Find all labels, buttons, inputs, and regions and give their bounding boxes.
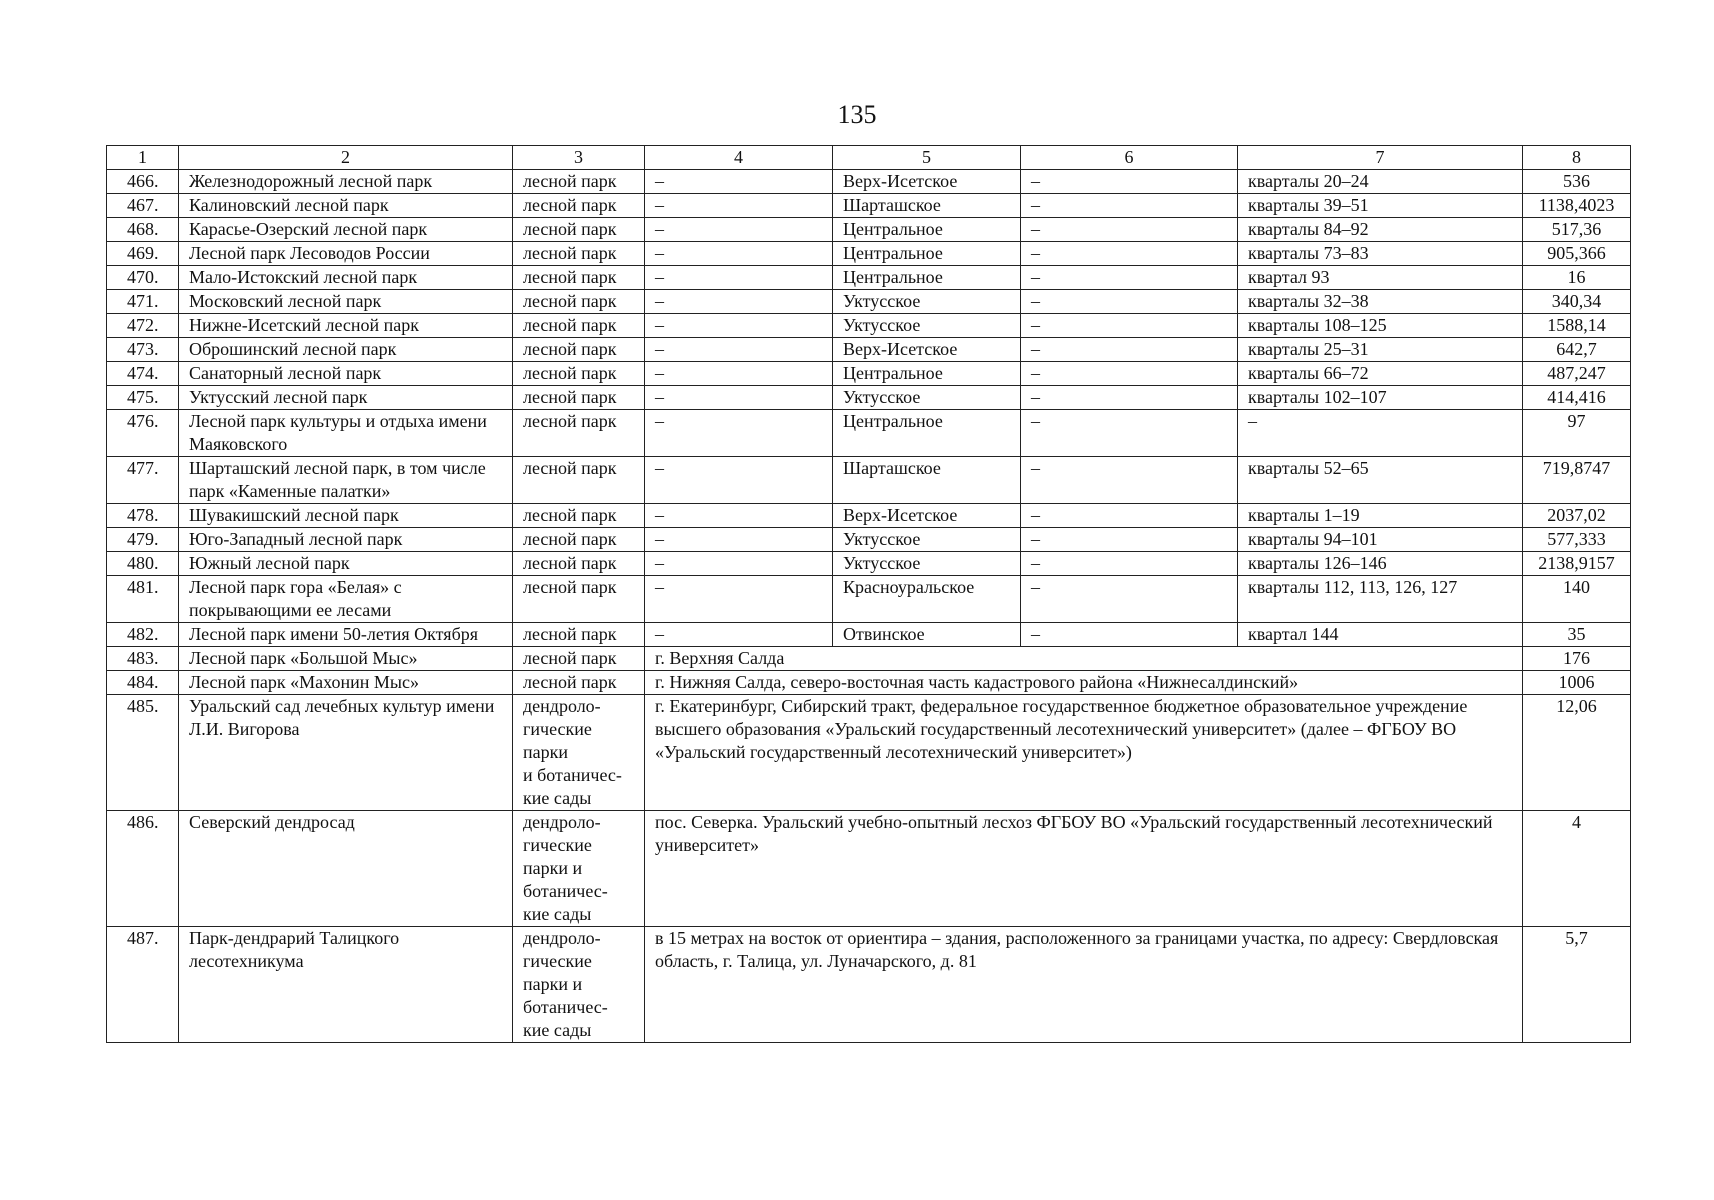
- park-type: лесной парк: [513, 576, 645, 623]
- table-row: [107, 242, 1631, 266]
- row-number: 468.: [107, 218, 179, 242]
- park-name: Лесной парк имени 50-летия Октября: [179, 623, 513, 647]
- location-description: в 15 метрах на восток от ориентира – здания, расположенного за границами участка, по адресу: Свердловская область, г. Талица, ул. Луначарского, д. 81: [645, 927, 1523, 1043]
- column-6-value: –: [1021, 386, 1238, 410]
- park-name: Московский лесной парк: [179, 290, 513, 314]
- park-type: лесной парк: [513, 623, 645, 647]
- park-name: Северский дендросад: [179, 811, 513, 927]
- column-4-value: –: [645, 290, 833, 314]
- row-number: 474.: [107, 362, 179, 386]
- row-number: 480.: [107, 552, 179, 576]
- table-row: [107, 338, 1631, 362]
- park-name: Юго-Западный лесной парк: [179, 528, 513, 552]
- column-4-value: –: [645, 362, 833, 386]
- row-number: 472.: [107, 314, 179, 338]
- row-number: 483.: [107, 647, 179, 671]
- quarters: кварталы 73–83: [1238, 242, 1523, 266]
- column-4-value: –: [645, 528, 833, 552]
- column-6-value: –: [1021, 504, 1238, 528]
- park-name: Шувакишский лесной парк: [179, 504, 513, 528]
- header-cell: 8: [1523, 146, 1631, 170]
- quarters: кварталы 32–38: [1238, 290, 1523, 314]
- header-cell: 4: [645, 146, 833, 170]
- area-value: 4: [1523, 811, 1631, 927]
- column-6-value: –: [1021, 194, 1238, 218]
- column-6-value: –: [1021, 218, 1238, 242]
- forestry-district: Центральное: [833, 242, 1021, 266]
- park-name: Оброшинский лесной парк: [179, 338, 513, 362]
- quarters: кварталы 84–92: [1238, 218, 1523, 242]
- column-6-value: –: [1021, 552, 1238, 576]
- table-row: [107, 695, 1631, 811]
- area-value: 340,34: [1523, 290, 1631, 314]
- forestry-district: Уктусское: [833, 528, 1021, 552]
- area-value: 719,8747: [1523, 457, 1631, 504]
- quarters: кварталы 102–107: [1238, 386, 1523, 410]
- table-row: [107, 927, 1631, 1043]
- park-type: лесной парк: [513, 671, 645, 695]
- quarters: кварталы 1–19: [1238, 504, 1523, 528]
- column-6-value: –: [1021, 576, 1238, 623]
- park-name: Лесной парк «Махонин Мыс»: [179, 671, 513, 695]
- park-type: дендроло- гические парки и ботаничес- кие сады: [513, 695, 645, 811]
- area-value: 487,247: [1523, 362, 1631, 386]
- column-4-value: –: [645, 576, 833, 623]
- table-row: [107, 170, 1631, 194]
- location-description: г. Екатеринбург, Сибирский тракт, федеральное государственное бюджетное образовательное учреждение высшего образования «Уральский государственный лесотехнический университет» (далее – ФГБОУ ВО «Уральский государственный лесотехнический университет»): [645, 695, 1523, 811]
- column-6-value: –: [1021, 457, 1238, 504]
- row-number: 467.: [107, 194, 179, 218]
- row-number: 471.: [107, 290, 179, 314]
- quarters: квартал 144: [1238, 623, 1523, 647]
- table-row: [107, 194, 1631, 218]
- park-type: лесной парк: [513, 528, 645, 552]
- table-row: [107, 218, 1631, 242]
- column-6-value: –: [1021, 338, 1238, 362]
- quarters: –: [1238, 410, 1523, 457]
- table-row: [107, 266, 1631, 290]
- park-name: Уктусский лесной парк: [179, 386, 513, 410]
- quarters: квартал 93: [1238, 266, 1523, 290]
- park-type: лесной парк: [513, 218, 645, 242]
- quarters: кварталы 66–72: [1238, 362, 1523, 386]
- column-4-value: –: [645, 170, 833, 194]
- row-number: 476.: [107, 410, 179, 457]
- quarters: кварталы 94–101: [1238, 528, 1523, 552]
- column-4-value: –: [645, 266, 833, 290]
- park-type: дендроло- гические парки и ботаничес- кие сады: [513, 811, 645, 927]
- park-name: Железнодорожный лесной парк: [179, 170, 513, 194]
- park-name: Южный лесной парк: [179, 552, 513, 576]
- location-description: пос. Северка. Уральский учебно-опытный лесхоз ФГБОУ ВО «Уральский государственный лесотехнический университет»: [645, 811, 1523, 927]
- table-row: [107, 576, 1631, 623]
- row-number: 479.: [107, 528, 179, 552]
- forestry-district: Уктусское: [833, 290, 1021, 314]
- forestry-district: Верх-Исетское: [833, 338, 1021, 362]
- column-6-value: –: [1021, 266, 1238, 290]
- park-name: Лесной парк Лесоводов России: [179, 242, 513, 266]
- park-type: лесной парк: [513, 338, 645, 362]
- forestry-district: Верх-Исетское: [833, 170, 1021, 194]
- forestry-district: Красноуральское: [833, 576, 1021, 623]
- area-value: 5,7: [1523, 927, 1631, 1043]
- table-row: [107, 671, 1631, 695]
- row-number: 470.: [107, 266, 179, 290]
- protected-areas-table: [106, 145, 1631, 1043]
- row-number: 486.: [107, 811, 179, 927]
- table-row: [107, 504, 1631, 528]
- location-description: г. Верхняя Салда: [645, 647, 1523, 671]
- area-value: 140: [1523, 576, 1631, 623]
- area-value: 517,36: [1523, 218, 1631, 242]
- column-4-value: –: [645, 504, 833, 528]
- park-name: Лесной парк гора «Белая» с покрывающими ее лесами: [179, 576, 513, 623]
- row-number: 473.: [107, 338, 179, 362]
- header-cell: 2: [179, 146, 513, 170]
- location-description: г. Нижняя Салда, северо-восточная часть кадастрового района «Нижнесалдинский»: [645, 671, 1523, 695]
- park-name: Шарташский лесной парк, в том числе парк «Каменные палатки»: [179, 457, 513, 504]
- forestry-district: Центральное: [833, 410, 1021, 457]
- quarters: кварталы 20–24: [1238, 170, 1523, 194]
- forestry-district: Верх-Исетское: [833, 504, 1021, 528]
- park-type: лесной парк: [513, 290, 645, 314]
- row-number: 485.: [107, 695, 179, 811]
- quarters: кварталы 25–31: [1238, 338, 1523, 362]
- row-number: 466.: [107, 170, 179, 194]
- park-type: лесной парк: [513, 314, 645, 338]
- header-cell: 5: [833, 146, 1021, 170]
- row-number: 487.: [107, 927, 179, 1043]
- header-cell: 6: [1021, 146, 1238, 170]
- table-row: [107, 314, 1631, 338]
- area-value: 1588,14: [1523, 314, 1631, 338]
- table-row: [107, 623, 1631, 647]
- area-value: 1138,4023: [1523, 194, 1631, 218]
- park-name: Калиновский лесной парк: [179, 194, 513, 218]
- column-6-value: –: [1021, 290, 1238, 314]
- table-row: [107, 528, 1631, 552]
- column-4-value: –: [645, 338, 833, 362]
- column-4-value: –: [645, 314, 833, 338]
- park-type: лесной парк: [513, 242, 645, 266]
- area-value: 577,333: [1523, 528, 1631, 552]
- header-cell: 3: [513, 146, 645, 170]
- area-value: 16: [1523, 266, 1631, 290]
- column-4-value: –: [645, 242, 833, 266]
- page-number: 135: [837, 100, 877, 129]
- column-4-value: –: [645, 218, 833, 242]
- column-4-value: –: [645, 552, 833, 576]
- park-name: Парк-дендрарий Талицкого лесотехникума: [179, 927, 513, 1043]
- park-name: Санаторный лесной парк: [179, 362, 513, 386]
- header-cell: 7: [1238, 146, 1523, 170]
- area-value: 97: [1523, 410, 1631, 457]
- forestry-district: Центральное: [833, 266, 1021, 290]
- park-type: лесной парк: [513, 386, 645, 410]
- area-value: 176: [1523, 647, 1631, 671]
- park-type: лесной парк: [513, 194, 645, 218]
- column-4-value: –: [645, 194, 833, 218]
- park-type: лесной парк: [513, 362, 645, 386]
- park-name: Уральский сад лечебных культур имени Л.И. Вигорова: [179, 695, 513, 811]
- table-row: [107, 811, 1631, 927]
- column-6-value: –: [1021, 242, 1238, 266]
- park-type: лесной парк: [513, 410, 645, 457]
- park-type: дендроло- гические парки и ботаничес- кие сады: [513, 927, 645, 1043]
- quarters: кварталы 108–125: [1238, 314, 1523, 338]
- forestry-district: Отвинское: [833, 623, 1021, 647]
- row-number: 484.: [107, 671, 179, 695]
- forestry-district: Уктусское: [833, 314, 1021, 338]
- table-row: [107, 386, 1631, 410]
- forestry-district: Центральное: [833, 362, 1021, 386]
- area-value: 1006: [1523, 671, 1631, 695]
- table-row: [107, 647, 1631, 671]
- quarters: кварталы 52–65: [1238, 457, 1523, 504]
- area-value: 12,06: [1523, 695, 1631, 811]
- area-value: 905,366: [1523, 242, 1631, 266]
- column-6-value: –: [1021, 528, 1238, 552]
- table-row: [107, 362, 1631, 386]
- park-name: Лесной парк культуры и отдыха имени Маяковского: [179, 410, 513, 457]
- forestry-district: Шарташское: [833, 457, 1021, 504]
- area-value: 2138,9157: [1523, 552, 1631, 576]
- quarters: кварталы 112, 113, 126, 127: [1238, 576, 1523, 623]
- park-name: Мало-Истокский лесной парк: [179, 266, 513, 290]
- column-4-value: –: [645, 386, 833, 410]
- row-number: 478.: [107, 504, 179, 528]
- column-4-value: –: [645, 410, 833, 457]
- park-type: лесной парк: [513, 504, 645, 528]
- park-type: лесной парк: [513, 647, 645, 671]
- column-4-value: –: [645, 623, 833, 647]
- area-value: 642,7: [1523, 338, 1631, 362]
- park-type: лесной парк: [513, 266, 645, 290]
- forestry-district: Центральное: [833, 218, 1021, 242]
- row-number: 481.: [107, 576, 179, 623]
- row-number: 469.: [107, 242, 179, 266]
- table-row: [107, 290, 1631, 314]
- park-name: Лесной парк «Большой Мыс»: [179, 647, 513, 671]
- forestry-district: Уктусское: [833, 552, 1021, 576]
- forestry-district: Уктусское: [833, 386, 1021, 410]
- row-number: 475.: [107, 386, 179, 410]
- area-value: 2037,02: [1523, 504, 1631, 528]
- column-6-value: –: [1021, 314, 1238, 338]
- park-name: Карасье-Озерский лесной парк: [179, 218, 513, 242]
- quarters: кварталы 39–51: [1238, 194, 1523, 218]
- area-value: 536: [1523, 170, 1631, 194]
- table-row: [107, 457, 1631, 504]
- park-type: лесной парк: [513, 552, 645, 576]
- column-6-value: –: [1021, 362, 1238, 386]
- table-row: [107, 410, 1631, 457]
- park-type: лесной парк: [513, 457, 645, 504]
- quarters: кварталы 126–146: [1238, 552, 1523, 576]
- park-name: Нижне-Исетский лесной парк: [179, 314, 513, 338]
- header-cell: 1: [107, 146, 179, 170]
- area-value: 35: [1523, 623, 1631, 647]
- row-number: 477.: [107, 457, 179, 504]
- park-type: лесной парк: [513, 170, 645, 194]
- column-4-value: –: [645, 457, 833, 504]
- column-6-value: –: [1021, 170, 1238, 194]
- column-6-value: –: [1021, 410, 1238, 457]
- area-value: 414,416: [1523, 386, 1631, 410]
- column-6-value: –: [1021, 623, 1238, 647]
- forestry-district: Шарташское: [833, 194, 1021, 218]
- table-row: [107, 552, 1631, 576]
- row-number: 482.: [107, 623, 179, 647]
- table-header-row: [107, 146, 1631, 170]
